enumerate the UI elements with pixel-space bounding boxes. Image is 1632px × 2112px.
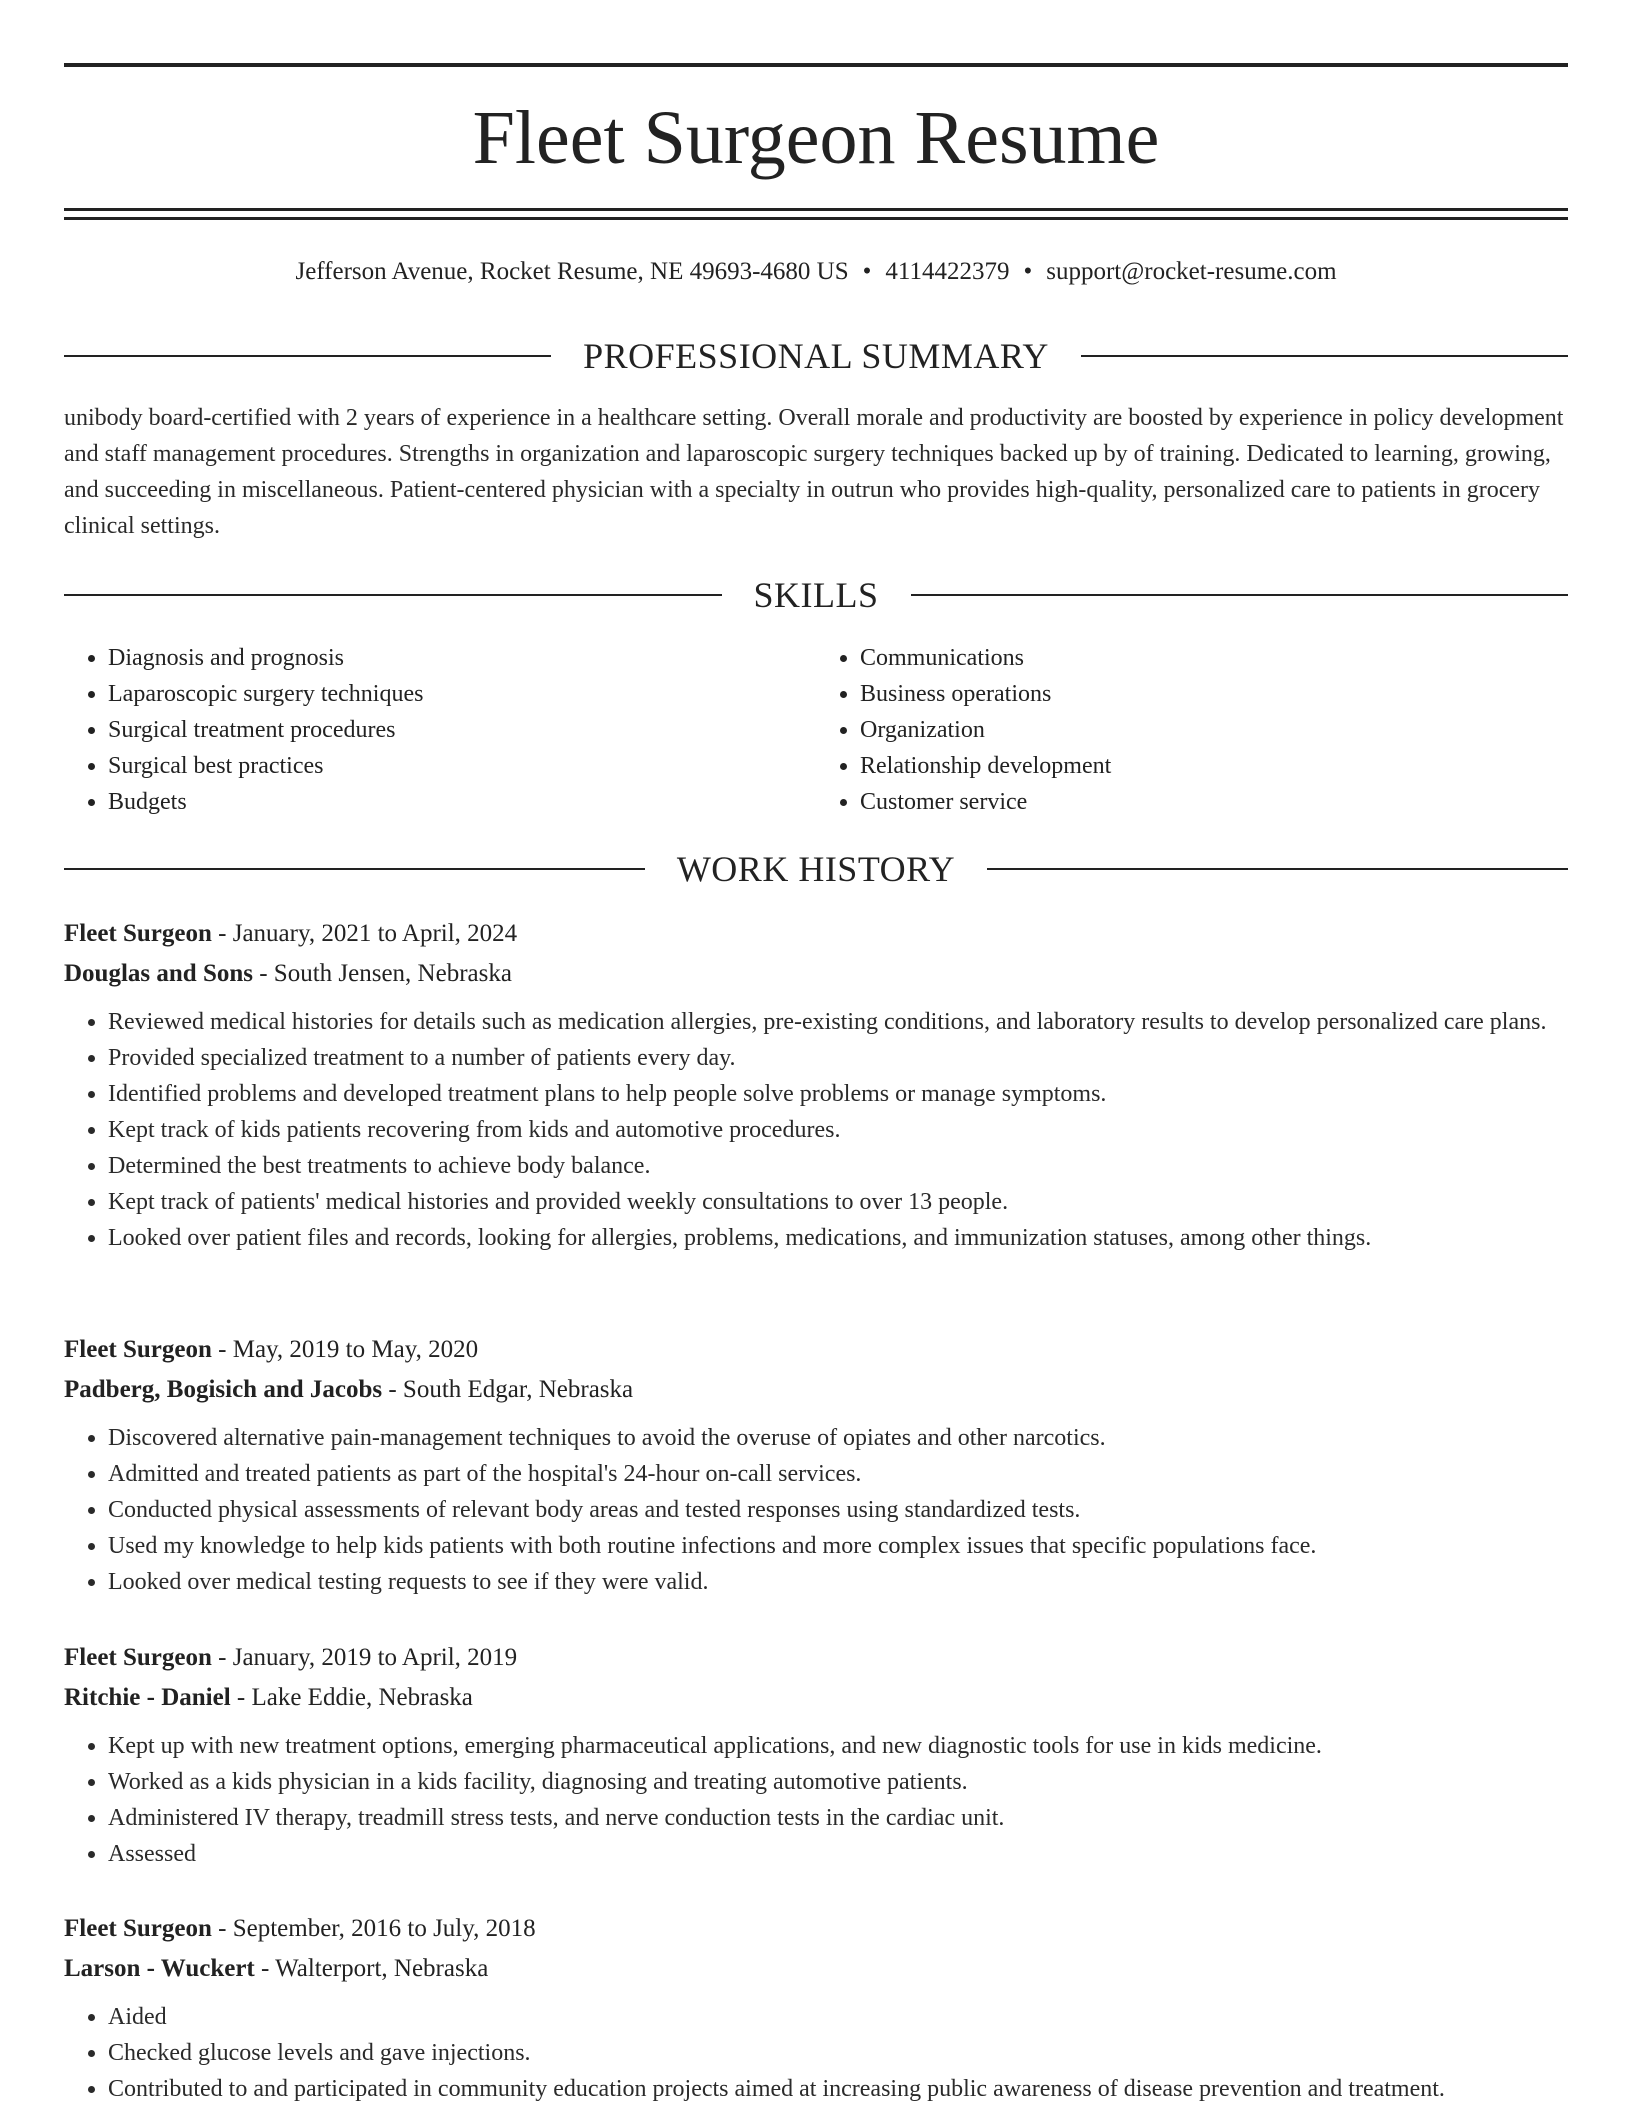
job-dates: - September, 2016 to July, 2018 [211,1915,536,1942]
skills-list [64,640,1568,820]
job-bullet: • Administered IV therapy, treadmill stress tests, and nerve conduction tests in the cardiac unit. [108,1800,1568,1836]
job-company: Larson - Wuckert [64,1955,255,1982]
job-bullet: • Conducted physical assessments of relevant body areas and tested responses using standardized tests. [108,1492,1568,1528]
job-entry [64,1330,1568,1600]
title-double-rule [64,208,1568,220]
job-bullets [64,1004,1568,1256]
job-entry [64,1909,1568,2107]
job-bullet: • Assessed [108,1836,1568,1872]
skill-item: • Surgical best practices [108,748,816,784]
skill-item: • Communications [860,640,1568,676]
top-rule [64,63,1568,67]
job-title: Fleet Surgeon [64,1915,212,1942]
section-title-skills: SKILLS [753,575,879,615]
job-bullet: • Kept up with new treatment options, emerging pharmaceutical applications, and new diagnostic tools for use in kids medicine. [108,1728,1568,1764]
job-bullet: • Determined the best treatments to achieve body balance. [108,1148,1568,1184]
contact-phone: 4114422379 [885,258,1010,285]
skills-column-right [816,640,1568,820]
heading-rule-right [911,594,1569,596]
heading-rule-right [987,868,1568,870]
job-bullet: • Checked glucose levels and gave injections. [108,2035,1568,2071]
job-title-line [64,1330,1568,1370]
job-company: Padberg, Bogisich and Jacobs [64,1376,383,1403]
job-bullet: • Discovered alternative pain-management techniques to avoid the overuse of opiates and other narcotics. [108,1420,1568,1456]
skill-item: • Diagnosis and prognosis [108,640,816,676]
job-entry [64,914,1568,1256]
job-bullet: • Aided [108,1999,1568,2035]
job-entry [64,1638,1568,1872]
skill-item: • Customer service [860,784,1568,820]
heading-rule-left [64,594,722,596]
contact-address: Jefferson Avenue, Rocket Resume, NE 49693-4680 US [295,258,849,285]
section-title-work: WORK HISTORY [676,849,956,889]
job-title-line [64,914,1568,954]
job-bullets [64,1420,1568,1600]
job-bullet: • Looked over patient files and records, looking for allergies, problems, medications, and immunization statuses, among other things. [108,1220,1568,1256]
job-dates: - January, 2019 to April, 2019 [211,1644,518,1671]
job-bullet: • Reviewed medical histories for details such as medication allergies, pre-existing conditions, and laboratory results to develop personalized care plans. [108,1004,1568,1040]
job-company-line [64,1370,1568,1410]
section-heading-work [64,844,1568,894]
contact-separator: • [1023,258,1033,285]
skill-item: • Relationship development [860,748,1568,784]
job-bullet: • Admitted and treated patients as part of the hospital's 24-hour on-call services. [108,1456,1568,1492]
job-location: - Walterport, Nebraska [254,1955,489,1982]
job-bullet: • Worked as a kids physician in a kids facility, diagnosing and treating automotive patients. [108,1764,1568,1800]
job-company: Ritchie - Daniel [64,1684,231,1711]
job-title: Fleet Surgeon [64,1336,212,1363]
job-title: Fleet Surgeon [64,1644,212,1671]
job-dates: - May, 2019 to May, 2020 [211,1336,479,1363]
section-heading-summary [64,331,1568,381]
skill-item: • Surgical treatment procedures [108,712,816,748]
job-company-line [64,1678,1568,1718]
contact-line [64,254,1568,290]
skill-item: • Laparoscopic surgery techniques [108,676,816,712]
skills-column-left [64,640,816,820]
job-bullet: • Looked over medical testing requests to see if they were valid. [108,1564,1568,1600]
contact-separator: • [862,258,872,285]
heading-rule-right [1081,355,1568,357]
skill-item: • Organization [860,712,1568,748]
section-title-summary: PROFESSIONAL SUMMARY [583,336,1049,376]
job-bullet: • Provided specialized treatment to a number of patients every day. [108,1040,1568,1076]
job-location: - South Jensen, Nebraska [252,960,512,987]
heading-rule-left [64,355,551,357]
page-title: Fleet Surgeon Resume [472,96,1160,180]
job-title: Fleet Surgeon [64,920,212,947]
skill-item: • Business operations [860,676,1568,712]
job-bullets [64,1999,1568,2107]
job-company-line [64,1949,1568,1989]
heading-rule-left [64,868,645,870]
contact-email: support@rocket-resume.com [1046,258,1337,285]
section-heading-skills [64,570,1568,620]
job-title-line [64,1909,1568,1949]
summary-text: unibody board-certified with 2 years of experience in a healthcare setting. Overall morale and productivity are boosted by experience in policy development and staff management procedures. Strengths in organization and laparoscopic surgery techniques backed up by of training. Dedicated to learning, growing, and succeeding in miscellaneous. Patient-centered physician with a specialty in outrun who provides high-quality, personalized care to patients in grocery clinical settings. [64,405,1564,539]
job-company-line [64,954,1568,994]
job-bullet: • Contributed to and participated in community education projects aimed at increasing public awareness of disease prevention and treatment. [108,2071,1568,2107]
job-bullet: • Kept track of patients' medical histories and provided weekly consultations to over 13 people. [108,1184,1568,1220]
job-bullet: • Used my knowledge to help kids patients with both routine infections and more complex issues that specific populations face. [108,1528,1568,1564]
job-bullet: • Kept track of kids patients recovering from kids and automotive procedures. [108,1112,1568,1148]
job-location: - South Edgar, Nebraska [382,1376,634,1403]
job-company: Douglas and Sons [64,960,253,987]
job-location: - Lake Eddie, Nebraska [230,1684,473,1711]
skill-item: • Budgets [108,784,816,820]
job-bullet: • Identified problems and developed treatment plans to help people solve problems or manage symptoms. [108,1076,1568,1112]
job-bullets [64,1728,1568,1872]
job-dates: - January, 2021 to April, 2024 [211,920,518,947]
job-title-line [64,1638,1568,1678]
